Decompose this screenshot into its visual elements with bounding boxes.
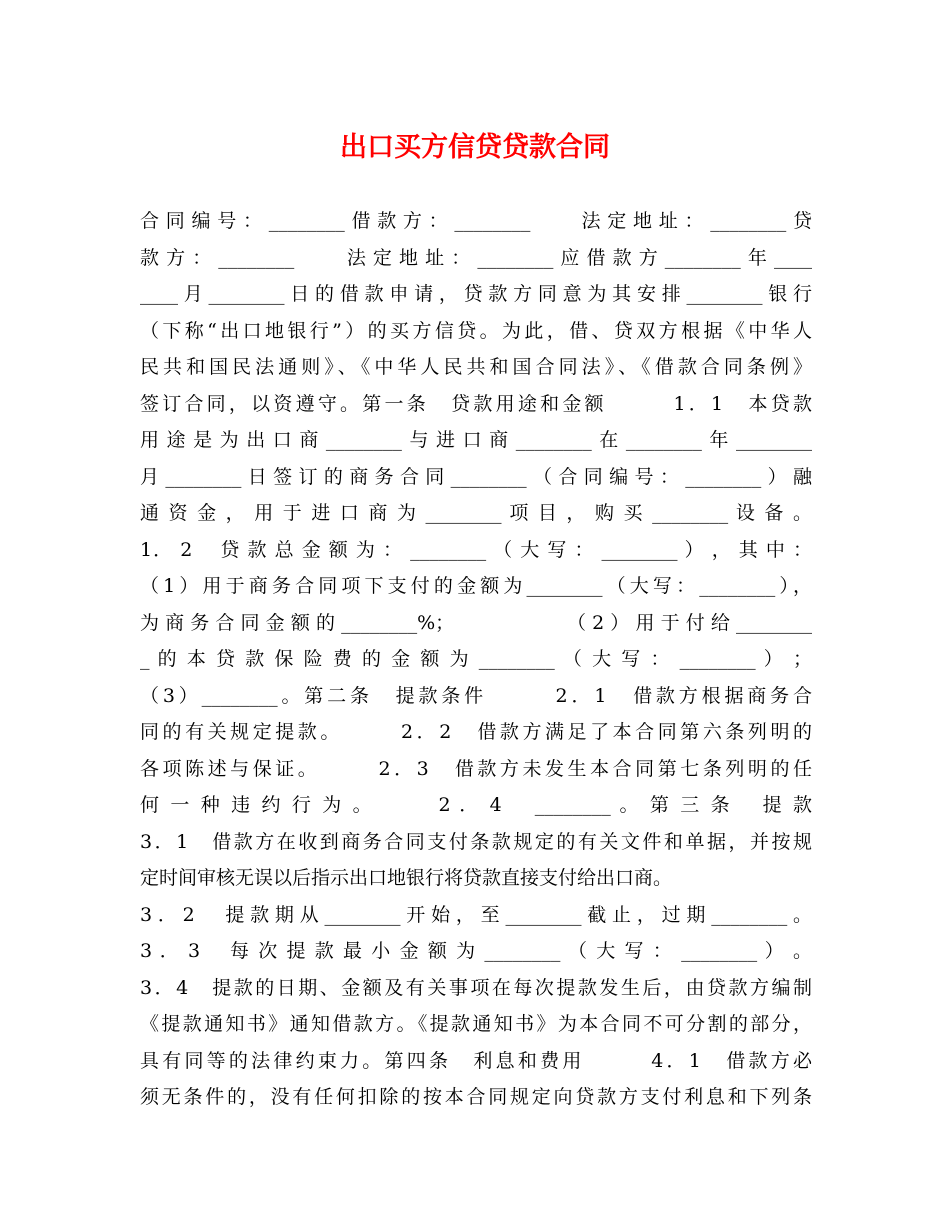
body-line: 定时间审核无误以后指示出口地银行将贷款直接支付给出口商。 bbox=[140, 867, 673, 889]
document-title: 出口买方信贷贷款合同 bbox=[340, 132, 610, 163]
body-line: 通 资 金 ， 用 于 进 口 商 为 ________ 项 目 ， 购 买 ________ 设 备 。 bbox=[140, 502, 812, 524]
body-line: （下称“出口地银行”）的买方信贷。为此，借、贷双方根据《中华人 bbox=[140, 319, 812, 342]
body-line: _ 的 本 贷 款 保 险 费 的 金 额 为 ________ （ 大 写 ： ________ ） ； bbox=[140, 648, 812, 670]
body-line: 具有同等的法律约束力。第四条 利息和费用 4．1 借款方必 bbox=[140, 1049, 812, 1072]
body-line: 3．2 提款期从________开始，至________截止，过期________。 bbox=[140, 903, 812, 926]
body-line: 何 一 种 违 约 行 为 。 2 ． 4 ________ 。 第 三 条 提 款 bbox=[140, 794, 812, 816]
body-line: 各项陈述与保证。 2．3 借款方未发生本合同第七条列明的任 bbox=[140, 757, 812, 780]
body-line: （1）用于商务合同项下支付的金额为________（大写：________）， bbox=[140, 575, 812, 597]
body-line: 签订合同，以资遵守。第一条 贷款用途和金额 1．1 本贷款 bbox=[140, 392, 812, 415]
body-line: 为商务合同金额的________%； （2）用于付给________ bbox=[140, 611, 812, 634]
body-line: 款方：________ 法定地址：________应借款方________年____ bbox=[140, 246, 812, 269]
body-line: 须无条件的，没有任何扣除的按本合同规定向贷款方支付利息和下列条 bbox=[140, 1086, 812, 1108]
body-line: 3．4 提款的日期、金额及有关事项在每次提款发生后，由贷款方编制 bbox=[140, 976, 812, 999]
body-line: 用途是为出口商________与进口商________在________年________ bbox=[140, 429, 812, 451]
document-body bbox=[140, 203, 812, 1116]
body-line: 《提款通知书》通知借款方。《提款通知书》为本合同不可分割的部分， bbox=[140, 1013, 812, 1035]
body-line: 3．1 借款方在收到商务合同支付条款规定的有关文件和单据，并按规 bbox=[140, 830, 812, 853]
body-line: 3 ． 3 每 次 提 款 最 小 金 额 为 ________ （ 大 写 ： ________ ） 。 bbox=[140, 940, 812, 962]
body-line: 1． 2 贷 款 总 金 额 为 ： ________ （ 大 写 ： ________ ） ， 其 中 ： bbox=[140, 538, 812, 561]
body-line: 月________日签订的商务合同________（合同编号：________）融 bbox=[140, 465, 812, 488]
body-line: 同的有关规定提款。 2．2 借款方满足了本合同第六条列明的 bbox=[140, 721, 812, 743]
body-line: 合同编号：________借款方：________ 法定地址：________贷 bbox=[140, 210, 812, 232]
body-line: ____月________日的借款申请，贷款方同意为其安排________银行 bbox=[140, 283, 812, 305]
body-line: （3）________。第二条 提款条件 2．1 借款方根据商务合 bbox=[140, 684, 812, 707]
body-line: 民共和国民法通则》、《中华人民共和国合同法》、《借款合同条例》 bbox=[140, 356, 812, 378]
